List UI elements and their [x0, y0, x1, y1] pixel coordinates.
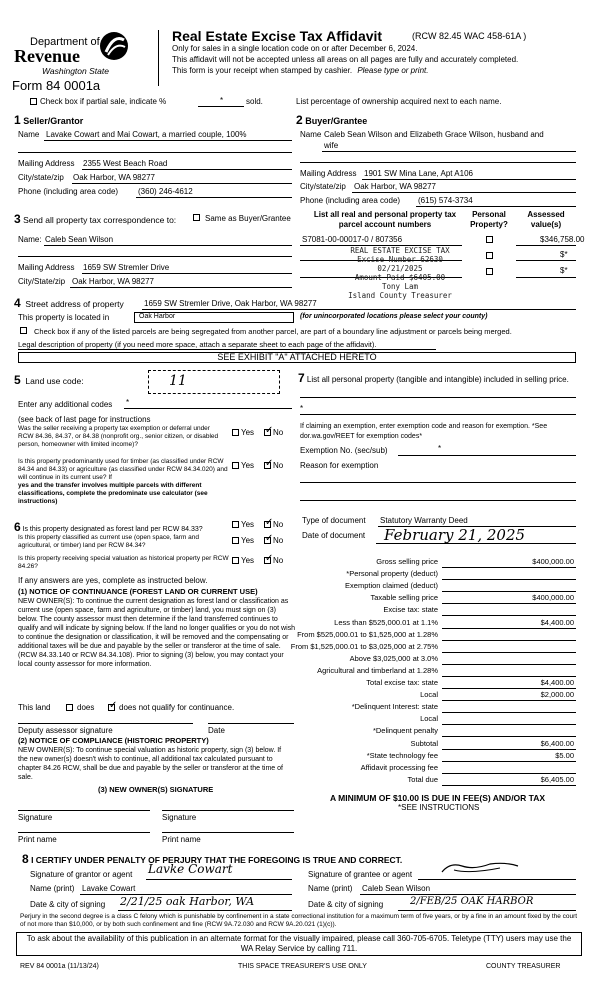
s5-question2b: yes and the transfer involves multiple parcels with different classifications, complete the predominate use calculator (see instructions): [18, 482, 208, 505]
buyer-phone-label: Phone (including area code): [300, 196, 401, 205]
s6-question2: Is this property classified as current use (open space, farm and agricultural, or timber) land per RCW 84.34?: [18, 534, 200, 549]
section7-label: 7 List all personal property (tangible and intangible) included in selling price.: [298, 371, 569, 385]
calc-row-underline: [442, 712, 576, 713]
if-yes-note: If any answers are yes, complete as instructed below.: [18, 576, 208, 585]
county-treasurer: COUNTY TREASURER: [486, 963, 561, 970]
calc-row-value[interactable]: $2,000.00: [540, 690, 574, 700]
s3-city-label: City/State/zip: [18, 277, 66, 286]
legal-description-field[interactable]: [18, 352, 576, 363]
deputy-signature-label: Deputy assessor signature: [18, 726, 113, 735]
s6-q2-yes-checkbox[interactable]: [232, 537, 239, 544]
calc-row-value[interactable]: $6,405.00: [540, 774, 574, 784]
s5-q2-yes-label: Yes: [241, 461, 255, 470]
calc-row-underline: [442, 724, 576, 725]
perjury-notice: Perjury in the second degree is a class C felony which is punishable by confinement in a state correctional institution for a maximum term of five years, or by a fine in an amount fixed by the court of not more than $10,000, or by both such confinement and fine (RCW 9A.72.030 and RCW 9A.20.021 (1)(c)).: [20, 913, 578, 928]
s6-q3-yes-checkbox[interactable]: [232, 557, 239, 564]
legal-label: Legal description of property (if you need more space, attach a separate sheet to each page of the affidavit).: [18, 340, 377, 349]
calc-row-label: *State technology fee: [366, 750, 438, 760]
stamp-line: Island County Treasurer: [348, 291, 452, 300]
land-use-code: 11: [169, 373, 187, 389]
s6-q1-yes-label: Yes: [241, 520, 255, 529]
s3-name[interactable]: Caleb Sean Wilson: [45, 235, 114, 244]
deputy-date-label: Date: [208, 726, 225, 735]
section2-heading: 2 Buyer/Grantee: [296, 113, 368, 127]
calc-row-label: Exemption claimed (deduct): [345, 581, 438, 591]
calc-row-label: Total excise tax: state: [366, 678, 438, 687]
calc-row-value[interactable]: $5.00: [555, 750, 574, 760]
agency-line3: Washington State: [42, 66, 109, 76]
doc-type[interactable]: Statutory Warranty Deed: [380, 516, 468, 525]
grantor-signature-label: Signature of grantor or agent: [30, 870, 133, 879]
same-as-buyer-label: Same as Buyer/Grantee: [205, 214, 291, 223]
partial-sale-checkbox[interactable]: [30, 98, 37, 105]
seller-name-label: Name: [18, 130, 40, 139]
grantor-date-city[interactable]: 2/21/25 oak Harbor, WA: [120, 895, 255, 908]
stamp-line: Tony Lam: [381, 282, 419, 291]
calc-row-underline: [442, 591, 576, 592]
buyer-city[interactable]: Oak Harbor, WA 98277: [354, 182, 436, 191]
s3-mail-label: Mailing Address: [18, 263, 75, 272]
notice1-text: NEW OWNER(S): To continue the current designation as forest land or classification as current use (open space, farm and agriculture, or timber) land, you must sign on (3) below. The county assessor must then determine if the land transferred continues to qualify and will indicate by signing below. If the land no longer qualifies or you do not wish to continue the designation or classification, it will be removed and the compensating or additional taxes will be due and payable by the seller or transferor at the time of sale. (RCW 84.33.140 or RCW 84.34.108). Prior to signing (3) below, you may contact your local county assessor for more information.: [18, 598, 296, 668]
s5-q1-no-label: No: [273, 428, 284, 437]
parcel-col-header: List all real and personal property tax parcel account numbers: [313, 210, 457, 229]
rcw-ref: (RCW 82.45 WAC 458-61A ): [412, 31, 527, 41]
dor-logo-icon: [98, 30, 130, 62]
stamp-line: REAL ESTATE EXCISE TAX: [350, 246, 450, 255]
parcel-row2-personal-checkbox[interactable]: [486, 252, 493, 259]
seller-mail[interactable]: 2355 West Beach Road: [83, 159, 168, 168]
doc-type-label: Type of document: [302, 516, 366, 525]
calc-row-underline: [442, 640, 576, 641]
receipt-note: This form is your receipt when stamped by cashier.: [172, 66, 353, 75]
buyer-phone[interactable]: (615) 574-3734: [418, 196, 473, 205]
does-qualify-label: does: [77, 703, 95, 712]
s6-q2-no-checkbox[interactable]: [264, 537, 271, 544]
notice2-text: NEW OWNER(S): To continue special valuation as historic property, sign (3) below. If the new owner(s) doesn't wish to continue, all additional tax calculated pursuant to chapter 84.26 RCW, shall be due and payable by the seller or transferor at the time of sale.: [18, 747, 283, 781]
doc-date[interactable]: February 21, 2025: [384, 526, 526, 544]
buyer-name-line2[interactable]: wife: [324, 141, 339, 150]
seller-city-label: City/state/zip: [18, 173, 64, 182]
minimum-fee-note: A MINIMUM OF $10.00 IS DUE IN FEE(S) AND/OR TAX: [330, 793, 546, 803]
owner-signature-label-2: Signature: [162, 813, 197, 822]
header-sub1: Only for sales in a single location code on or after December 6, 2024.: [172, 44, 418, 53]
s6-q1-yes-checkbox[interactable]: [232, 521, 239, 528]
seller-phone[interactable]: (360) 246-4612: [138, 187, 193, 196]
calc-row-underline: [442, 615, 576, 616]
agency-line2: Revenue: [14, 46, 80, 66]
calc-row-value[interactable]: $400,000.00: [532, 557, 574, 566]
calc-row-underline: [442, 664, 576, 665]
header-sub3: [172, 66, 428, 75]
see-instructions: *SEE INSTRUCTIONS: [398, 803, 480, 812]
page-title: Real Estate Excise Tax Affidavit: [172, 28, 383, 44]
partial-sale-label: Check box if partial sale, indicate %: [40, 97, 167, 106]
s5-q2-yes-checkbox[interactable]: [232, 462, 239, 469]
s5-question1: Was the seller receiving a property tax exemption or deferral under RCW 84.36, 84.37, or 84.38 (nonprofit org., senior citizen, or disabled person, homeowner with limited income)?: [18, 425, 219, 448]
calc-row-label: Agricultural and timberland at 1.28%: [317, 665, 438, 675]
grantee-signature-label: Signature of grantee or agent: [308, 870, 413, 879]
notice3-heading: (3) NEW OWNER(S) SIGNATURE: [98, 785, 214, 794]
assessed-col-header: Assessed value(s): [527, 210, 565, 229]
agency-line1: Department of: [30, 36, 100, 48]
s5-q1-yes-checkbox[interactable]: [232, 429, 239, 436]
owner-print-label-1: Print name: [18, 835, 57, 844]
location-select-value: Oak Harbor: [139, 313, 176, 320]
calc-row-underline: [442, 652, 576, 653]
parcel-row3-value[interactable]: $*: [560, 266, 568, 275]
calc-row-underline: [442, 676, 576, 677]
s6-q3-no-label: No: [273, 556, 284, 565]
calc-row-underline: [442, 567, 576, 568]
buyer-mail[interactable]: 1901 SW Mina Lane, Apt A106: [364, 169, 473, 178]
grantor-name[interactable]: Lavake Cowart: [82, 884, 136, 893]
grantor-date-label: Date & city of signing: [30, 900, 106, 909]
s5-q1-yes-label: Yes: [241, 428, 255, 437]
s3-city[interactable]: Oak Harbor, WA 98277: [72, 277, 154, 286]
seller-mail-label: Mailing Address: [18, 159, 75, 168]
doc-date-label: Date of document: [302, 531, 366, 540]
calc-row-label: Total due: [407, 774, 438, 784]
calc-row-label: Gross selling price: [376, 557, 438, 566]
calc-row-label: Local: [420, 690, 438, 700]
buyer-city-label: City/state/zip: [300, 182, 346, 191]
treasurer-stamp: [330, 246, 470, 300]
calc-row-label: Less than $525,000.01 at 1.1%: [334, 617, 438, 627]
grantee-date-label: Date & city of signing: [308, 900, 384, 909]
location-select[interactable]: [134, 312, 294, 323]
s6-q3-yes-label: Yes: [241, 556, 255, 565]
calc-row-value[interactable]: $4,400.00: [540, 617, 574, 627]
exemption-no-label: Exemption No. (sec/sub): [300, 446, 388, 455]
calc-row-underline: [442, 736, 576, 737]
calc-row-label: *Delinquent penalty: [372, 726, 438, 736]
calc-row-value[interactable]: $6,400.00: [540, 738, 574, 748]
buyer-mail-label: Mailing Address: [300, 169, 357, 178]
calc-row-value[interactable]: $4,400.00: [540, 678, 574, 687]
located-note: (for unincorporated locations please select your county): [300, 313, 488, 320]
rev-number: REV 84 0001a (11/13/24): [20, 963, 99, 970]
stamp-line: Amount Paid $6405.00: [354, 273, 446, 282]
notice2-heading: (2) NOTICE OF COMPLIANCE (HISTORIC PROPERTY): [18, 736, 209, 745]
segregation-checkbox[interactable]: [20, 327, 27, 334]
owner-print-label-2: Print name: [162, 835, 201, 844]
grantee-name[interactable]: Caleb Sean Wilson: [362, 884, 431, 893]
same-as-buyer-checkbox[interactable]: [193, 214, 200, 221]
calc-row-label: From $1,525,000.01 to $3,025,000 at 2.75%: [290, 641, 438, 651]
personal-property-value[interactable]: *: [300, 404, 304, 413]
partial-sale-sold: sold.: [246, 97, 263, 106]
parcel-row2-value[interactable]: $*: [560, 250, 568, 259]
does-qualify-checkbox[interactable]: [66, 704, 73, 711]
calc-row-underline: [442, 773, 576, 774]
notice1-heading: (1) NOTICE OF CONTINUANCE (FOREST LAND OR CURRENT USE): [18, 587, 258, 596]
additional-codes-value[interactable]: *: [126, 398, 130, 407]
type-note: Please type or print.: [357, 66, 429, 75]
seller-phone-label: Phone (including area code): [18, 187, 119, 196]
grantee-name-label: Name (print): [308, 884, 353, 893]
s3-mail[interactable]: 1659 SW Stremler Drive: [83, 263, 170, 272]
calc-row-underline: [442, 579, 576, 580]
exemption-reason-label: Reason for exemption: [300, 461, 379, 470]
grantor-name-label: Name (print): [30, 884, 75, 893]
grantor-signature[interactable]: Lavke Cowart: [148, 862, 233, 876]
personal-col-header: Personal Property?: [470, 210, 508, 229]
s6-q2-no-label: No: [273, 536, 284, 545]
s5-q2-no-checkbox[interactable]: [264, 462, 271, 469]
parcel-row3-personal-checkbox[interactable]: [486, 268, 493, 275]
ownership-note: List percentage of ownership acquired next to each name.: [296, 97, 502, 106]
s6-q2-yes-label: Yes: [241, 536, 255, 545]
seller-city[interactable]: Oak Harbor, WA 98277: [73, 173, 155, 182]
calc-row-label: Subtotal: [410, 738, 438, 748]
form-number: Form 84 0001a: [12, 78, 101, 93]
parcel-row1-value[interactable]: $346,758.00: [540, 235, 585, 244]
s6-q3-no-checkbox[interactable]: [264, 557, 271, 564]
see-back-note: (see back of last page for instructions: [18, 415, 151, 424]
stamp-line: Excise Number 62630: [357, 255, 443, 264]
section5-label: 5 Land use code:: [14, 373, 84, 387]
parcel-row1-number[interactable]: S7081-00-00017-0 / 807356: [302, 235, 403, 244]
calc-row-label: Taxable selling price: [370, 593, 438, 603]
parcel-row1-personal-checkbox[interactable]: [486, 236, 493, 243]
grantee-date-city[interactable]: 2/FEB/25 OAK HARBOR: [410, 896, 534, 907]
calc-row-underline: [442, 761, 576, 762]
owner-signature-label-1: Signature: [18, 813, 53, 822]
s3-name-label: Name:: [18, 235, 42, 244]
legal-description: SEE EXHIBIT "A" ATTACHED HERETO: [217, 352, 377, 362]
calc-row-label: From $525,000.01 to $1,525,000 at 1.28%: [297, 629, 438, 639]
calc-row-underline: [442, 785, 576, 786]
this-land-label: This land: [18, 703, 51, 712]
additional-codes-label: Enter any additional codes: [18, 400, 113, 409]
section4-label: 4 Street address of property: [14, 296, 124, 310]
grantee-signature[interactable]: [440, 860, 520, 878]
header-sub2: This affidavit will not be accepted unless all areas on all pages are fully and accurately completed.: [172, 55, 519, 64]
partial-sale-percent[interactable]: *: [220, 96, 224, 105]
calc-row-label: *Personal property (deduct): [346, 569, 438, 579]
calc-row-value[interactable]: $400,000.00: [532, 593, 574, 603]
s6-q1-no-checkbox[interactable]: [264, 521, 271, 528]
calc-row-label: Affidavit processing fee: [360, 762, 438, 772]
s5-q1-no-checkbox[interactable]: [264, 429, 271, 436]
seller-name[interactable]: Lavake Cowart and Mai Cowart, a married couple, 100%: [46, 130, 247, 139]
segregation-label: Check box if any of the listed parcels are being segregated from another parcel, are part of a boundary line adjustment or parcels being merged.: [34, 327, 512, 336]
calc-row-underline: [442, 749, 576, 750]
calc-row-underline: [442, 628, 576, 629]
does-not-qualify-checkbox[interactable]: [108, 704, 115, 711]
calc-row-label: Local: [420, 714, 438, 724]
s6-question3: Is this property receiving special valuation as historical property per RCW 84.26?: [18, 555, 229, 570]
stamp-line: 02/21/2025: [377, 264, 423, 273]
certify-statement: 8 I CERTIFY UNDER PENALTY OF PERJURY THAT THE FOREGOING IS TRUE AND CORRECT.: [22, 852, 403, 866]
exemption-instructions: If claiming an exemption, enter exemption code and reason for exemption. *See dor.wa.gov/REET for exemption codes*: [300, 423, 548, 440]
calc-row-label: Above $3,025,000 at 3.0%: [349, 653, 438, 663]
does-not-qualify-label: does not qualify for continuance.: [119, 703, 235, 712]
land-use-code-field[interactable]: [148, 370, 280, 394]
calc-row-label: Excise tax: state: [383, 605, 438, 615]
section1-heading: 1 Seller/Grantor: [14, 113, 84, 127]
property-address[interactable]: 1659 SW Stremler Drive, Oak Harbor, WA 98277: [144, 299, 317, 308]
calc-row-underline: [442, 603, 576, 604]
section3-heading: 3 Send all property tax correspondence to:: [14, 212, 177, 226]
located-label: This property is located in: [18, 313, 110, 322]
calc-row-underline: [442, 700, 576, 701]
calc-row-label: *Delinquent Interest: state: [351, 702, 438, 712]
s5-question2: Is this property predominantly used for timber (as classified under RCW 84.34 and 84.33) or agriculture (as classified under RCW 84.34.020) and will continue in its current use? If: [18, 458, 228, 481]
calc-row-underline: [442, 688, 576, 689]
treasurer-space: THIS SPACE TREASURER'S USE ONLY: [238, 963, 367, 970]
alt-format-notice: To ask about the availability of this publication in an alternate format for the visually impaired, please call 360-705-6705. Teletype (TTY) users may use the WA Relay Service by calling 711.: [16, 932, 582, 956]
s5-q2-no-label: No: [273, 461, 284, 470]
exemption-no-value[interactable]: *: [438, 444, 442, 453]
buyer-name-label: Name: [300, 130, 322, 139]
buyer-name-line1[interactable]: Caleb Sean Wilson and Elizabeth Grace Wilson, husband and: [324, 130, 544, 139]
s6-q1-no-label: No: [273, 520, 284, 529]
s6-question1: 6 Is this property designated as forest land per RCW 84.33?: [14, 520, 203, 534]
